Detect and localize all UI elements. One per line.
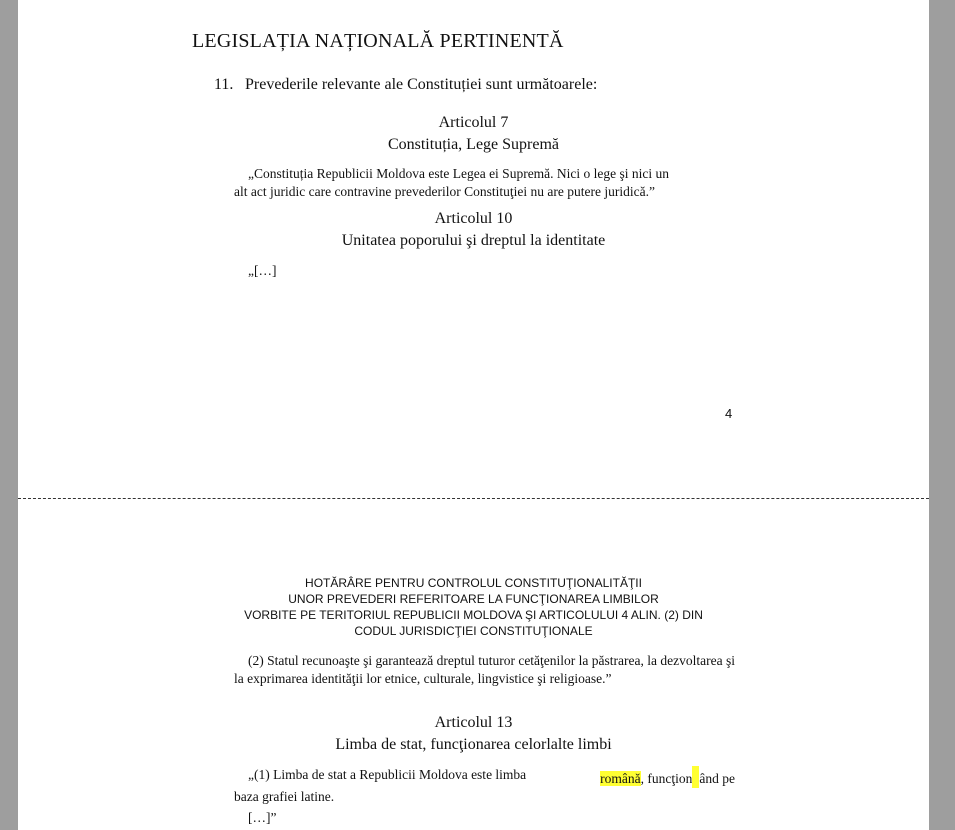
decision-title-line: UNOR PREVEDERI REFERITOARE LA FUNCŢIONAREA LIMBILOR: [288, 592, 659, 606]
article-10-paragraph-2: (2) Statul recunoaşte şi garantează dreptul tuturor cetăţenilor la păstrarea, la dezvoltarea şi la exprimarea identităţii lor etnice, culturale, lingvistice şi religioase.”: [234, 653, 735, 686]
quote-text-part2: , funcţion: [640, 771, 693, 786]
article-13-quote: [234, 766, 735, 806]
article-7-heading: Articolul 7: [438, 114, 509, 131]
viewer-gutter-right: [929, 0, 955, 830]
article-10-subheading: Unitatea poporului şi dreptul la identitate: [341, 232, 606, 249]
article-13-quote-end: […]”: [248, 810, 277, 825]
paragraph-number: 11.: [214, 76, 234, 93]
decision-title-line: HOTĂRÂRE PENTRU CONTROLUL CONSTITUŢIONALITĂŢII: [305, 576, 642, 590]
article-7-subheading: Constituția, Lege Supremă: [387, 136, 560, 153]
quote-text-part3: ând pe: [699, 771, 735, 786]
section-title: LEGISLAȚIA NAȚIONALĂ PERTINENTĂ: [192, 30, 564, 52]
quote-text-part1: „(1) Limba de stat a Republicii Moldova este limba: [248, 767, 527, 782]
article-7-quote-line1: „Constituția Republicii Moldova este Legea ei Supremă. Nici o lege şi nici un: [248, 166, 670, 181]
page-break-divider: [18, 498, 929, 499]
decision-title-line: VORBITE PE TERITORIUL REPUBLICII MOLDOVA ŞI ARTICOLULUI 4 ALIN. (2) DIN: [244, 608, 703, 622]
article-7-quote: [234, 165, 735, 201]
highlighted-word[interactable]: română: [600, 771, 641, 786]
viewer-gutter-left: [0, 0, 18, 830]
article-10-heading: Articolul 10: [434, 210, 513, 227]
article-13-quote-line2: baza grafiei latine.: [234, 789, 335, 804]
paragraph-text: Prevederile relevante ale Constituției sunt următoarele:: [245, 76, 598, 93]
article-10-quote: „[…]: [248, 263, 277, 278]
article-13-heading: Articolul 13: [434, 714, 513, 731]
decision-title: [18, 575, 929, 639]
page-number: 4: [725, 406, 733, 421]
decision-title-line: CODUL JURISDICŢIEI CONSTITUŢIONALE: [354, 624, 593, 638]
document-page: [18, 0, 929, 830]
article-13-quote-line1: [234, 766, 735, 788]
paragraph-11: [214, 76, 597, 94]
article-13-subheading: Limba de stat, funcţionarea celorlalte limbi: [335, 736, 612, 753]
article-7-quote-line2: alt act juridic care contravine prevederilor Constituţiei nu are putere juridică.”: [234, 184, 655, 199]
